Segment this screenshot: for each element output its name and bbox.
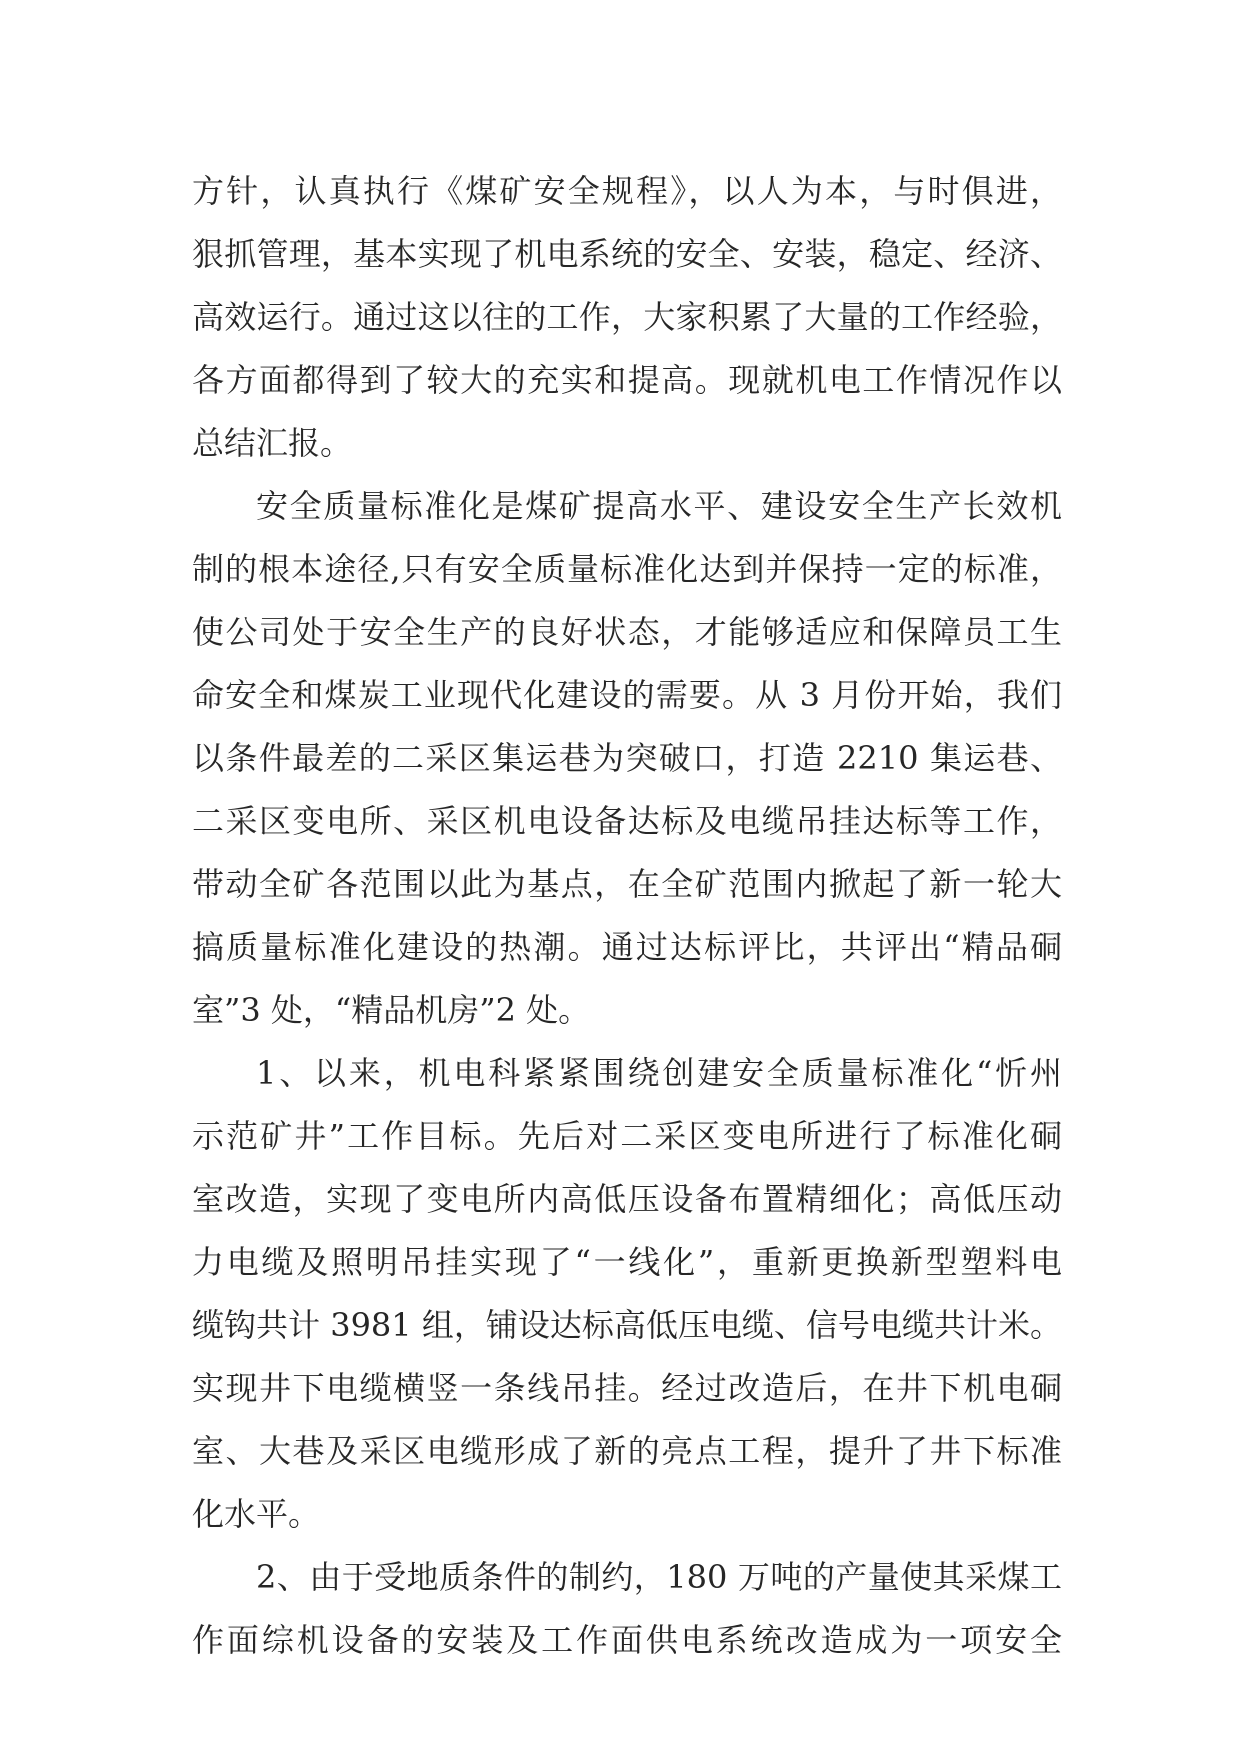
text-line: 室”3 处，“精品机房”2 处。: [192, 991, 591, 1029]
text-line: 命安全和煤炭工业现代化建设的需要。从 3 月份开始，我们: [192, 676, 1062, 714]
text-line: 总结汇报。: [192, 424, 353, 462]
text-line: 高效运行。通过这以往的工作，大家积累了大量的工作经验，: [192, 298, 1062, 336]
text-line: 室改造，实现了变电所内高低压设备布置精细化；高低压动: [192, 1180, 1062, 1218]
text-line: 狠抓管理，基本实现了机电系统的安全、安装，稳定、经济、: [192, 235, 1062, 273]
text-line: 2、由于受地质条件的制约，180 万吨的产量使其采煤工: [256, 1558, 1062, 1596]
text-line: 作面综机设备的安装及工作面供电系统改造成为一项安全: [192, 1621, 1062, 1659]
text-line: 安全质量标准化是煤矿提高水平、建设安全生产长效机: [256, 487, 1062, 525]
text-line: 方针，认真执行《煤矿安全规程》，以人为本，与时俱进，: [192, 172, 1062, 210]
text-line: 室、大巷及采区电缆形成了新的亮点工程，提升了井下标准: [192, 1432, 1062, 1470]
text-line: 各方面都得到了较大的充实和提高。现就机电工作情况作以: [192, 361, 1062, 399]
text-line: 缆钩共计 3981 组，铺设达标高低压电缆、信号电缆共计米。: [192, 1306, 1062, 1344]
text-line: 制的根本途径,只有安全质量标准化达到并保持一定的标准，: [192, 550, 1062, 588]
text-line: 搞质量标准化建设的热潮。通过达标评比，共评出“精品硐: [192, 928, 1062, 966]
text-line: 二采区变电所、采区机电设备达标及电缆吊挂达标等工作，: [192, 802, 1062, 840]
text-line: 以条件最差的二采区集运巷为突破口，打造 2210 集运巷、: [192, 739, 1062, 777]
document-body: [192, 160, 1062, 1672]
text-line: 示范矿井”工作目标。先后对二采区变电所进行了标准化硐: [192, 1117, 1062, 1155]
text-line: 实现井下电缆横竖一条线吊挂。经过改造后，在井下机电硐: [192, 1369, 1062, 1407]
text-line: 化水平。: [192, 1495, 321, 1533]
text-line: 1、以来，机电科紧紧围绕创建安全质量标准化“忻州: [256, 1054, 1062, 1092]
text-line: 带动全矿各范围以此为基点，在全矿范围内掀起了新一轮大: [192, 865, 1062, 903]
text-line: 力电缆及照明吊挂实现了“一线化”，重新更换新型塑料电: [192, 1243, 1062, 1281]
text-line: 使公司处于安全生产的良好状态，才能够适应和保障员工生: [192, 613, 1062, 651]
